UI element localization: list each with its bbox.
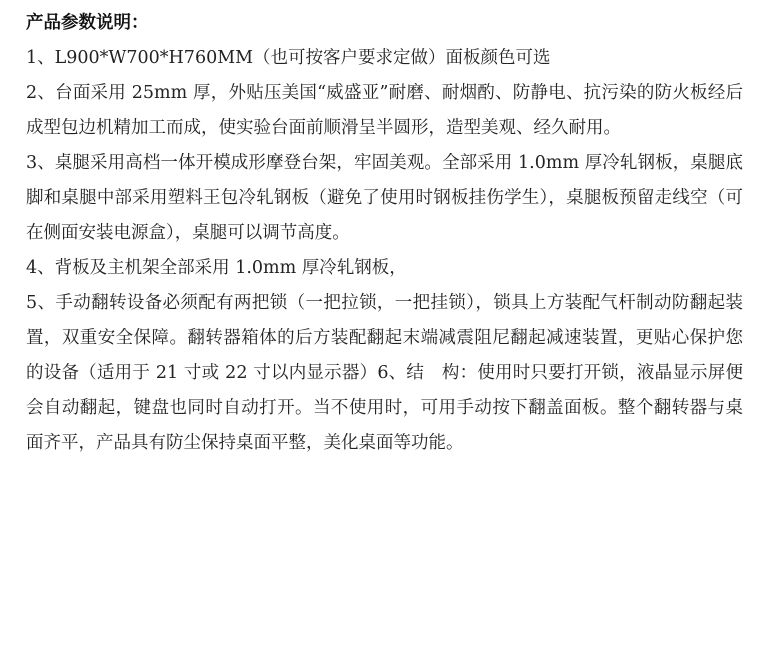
paragraph-table-legs: 3、桌腿采用高档一体开模成形摩登台架，牢固美观。全部采用 1.0mm 厚冷轧钢板，桌腿底脚和桌腿中部采用塑料王包冷轧钢板（避免了使用时钢板挂伤学生），桌腿板预留走线空（可在侧面安装电源盒），桌腿可以调节高度。 [26,153,743,243]
paragraph-back-panel: 4、背板及主机架全部采用 1.0mm 厚冷轧钢板， [26,258,407,278]
document-title: 产品参数说明： [26,13,149,33]
paragraph-dimensions: 1、L900*W700*H760MM（也可按客户要求定做）面板颜色可选 [26,48,551,68]
paragraph-tabletop: 2、台面采用 25mm 厚，外贴压美国“威盛亚”耐磨、耐烟酌、防静电、抗污染的防火板经后成型包边机精加工而成，使实验台面前顺滑呈半圆形，造型美观、经久耐用。 [26,83,743,138]
paragraph-flip-device: 5、手动翻转设备必须配有两把锁（一把拉锁，一把挂锁），锁具上方装配气杆制动防翻起装置，双重安全保障。翻转器箱体的后方装配翻起末端减震阻尼翻起减速装置，更贴心保护您的设备（适用于 21 寸或 22 寸以内显示器）6、结 构：使用时只要打开锁，液晶显示屏便会自动翻起，键盘也同时自动打开。当不使用时，可用手动按下翻盖面板。整个翻转器与桌面齐平，产品具有防尘保持桌面平整，美化桌面等功能。 [26,293,743,453]
